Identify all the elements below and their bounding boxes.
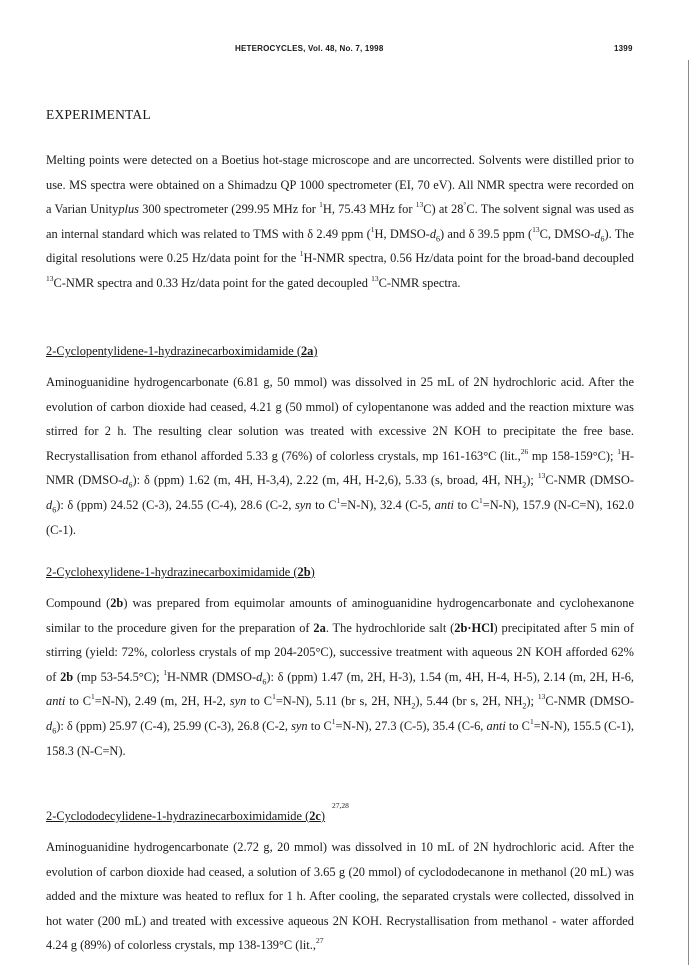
text-run: H-NMR (DMSO-: [167, 669, 257, 684]
text-run: C-NMR spectra and 0.33 Hz/data point for the gated decoupled: [53, 275, 372, 290]
text-run: to C: [311, 497, 337, 512]
superscript: 1: [272, 692, 276, 702]
text-run: );: [526, 694, 538, 709]
compound-label: 2b: [60, 669, 74, 684]
subscript: 2: [522, 480, 527, 490]
text-run: =N-N), 5.11 (br s, 2H, NH: [275, 694, 412, 709]
text-run: =N-N), 155.5 (C-1), 158.3 (N-C=N).: [46, 718, 634, 758]
text-run-italic: d: [46, 718, 53, 733]
compound-heading-2b: [46, 565, 315, 580]
text-run-italic: d: [122, 473, 129, 488]
superscript: 13: [415, 200, 424, 210]
text-run-italic: anti: [46, 694, 66, 709]
paragraph-compound-2a: [46, 370, 634, 542]
text-run: ) was prepared from equimolar amounts of aminoguanidine hydrogencarbonate and cyclohexanone similar to the procedure given for the preparation of: [46, 596, 634, 635]
heading-text: 2-Cyclododecylidene-1-hydrazinecarboximidamide (: [46, 809, 310, 823]
text-run: (mp 53-54.5°C);: [73, 669, 164, 684]
text-run: C, DMSO-: [539, 226, 595, 241]
superscript: 1: [370, 224, 375, 234]
heading-text: 2-Cyclohexylidene-1-hydrazinecarboximidamide (: [46, 565, 298, 579]
paragraph-compound-2b: [46, 591, 634, 763]
subscript: 6: [52, 726, 57, 736]
superscript: °: [463, 200, 467, 210]
text-run: ): δ (ppm) 1.62 (m, 4H, H-3,4), 2.22 (m, 4H, H-2,6), 5.33 (s, broad, 4H, NH: [132, 473, 523, 488]
superscript: 1: [163, 667, 168, 677]
text-run-italic: syn: [294, 497, 312, 512]
subscript: 6: [262, 677, 267, 687]
text-run: Aminoguanidine hydrogencarbonate (6.81 g, 50 mmol) was dissolved in 25 mL of 2N hydrochloric acid. After the evolution of carbon dioxide had ceased, 4.21 g (50 mmol) of cylopentanone was added and the reaction mixture was stirred for 2 h. The resulting clear solution was treated with excessive 2N KOH to precipitate the free base. Recrystallisation from ethanol afforded 5.33 g (76%) of colorless crystals, mp 161-163°C (lit.,: [46, 375, 634, 463]
text-run: to C: [453, 497, 479, 512]
text-run-italic: syn: [291, 718, 308, 733]
compound-label: 2c: [309, 809, 321, 823]
compound-heading-2c: [46, 809, 325, 824]
page-number: 1399: [614, 44, 633, 53]
text-run: to C: [307, 718, 332, 733]
superscript: 1: [529, 716, 534, 726]
superscript: 1: [299, 249, 304, 259]
heading-text: ): [320, 809, 326, 823]
text-run: H-NMR spectra, 0.56 Hz/data point for the broad-band decoupled: [303, 251, 634, 266]
text-run: mp 158-159°C);: [528, 448, 618, 463]
compound-heading-2a: [46, 344, 317, 359]
text-run: );: [526, 473, 538, 488]
text-run: to C: [246, 694, 273, 709]
text-run-italic: d: [429, 226, 437, 241]
superscript: 13: [537, 471, 546, 481]
superscript: 13: [46, 273, 54, 283]
text-run: ) precipitated after 5 min of stirring (yield: 72%, colorless crystals of mp 204-205°C), successive treatment with aqueous 2N KOH afforded 62% of: [46, 620, 634, 684]
journal-page: HETEROCYCLES, Vol. 48, No. 7, 1998 1399 EXPERIMENTAL Melting points were detected on a Boetius hot-stage microscope and are uncorrected. Solvents were distilled prior to use. MS spectra were obtained on a Shimadzu QP 1000 spectrometer (EI, 70 eV). All NMR spectra were recorded on a Varian Unityplus 300 spectrometer (299.95 MHz for $^1$H, 75.43 MHz for $^{13}$C) at 28°C. The solvent signal was used as an internal standard which was related to TMS with δ 2.49 ppm ($^1$H, DMSO-$d_6$) and δ 39.5 ppm ($^{13}$C, DMSO-$d_6$). The digital resolutions were 0.25 Hz/data point for the $^1$H-NMR spectra, 0.56 Hz/data point for the broad-band decoupled $^{13}$C-NMR spectra and 0.33 Hz/data point for the gated decoupled $^{13}$C-NMR spectra. 2-Cyclopentylidene-1-hydrazinecarboximidamide (2a) Aminoguanidine hydrogencarbonate (6.81 g, 50 mmol) was dissolved in 25 mL of 2N hydrochloric acid. After the evolution of carbon dioxide had ceased, 4.21 g (50 mmol) of cylopentanone was added and the reaction mixture was stirred for 2 h. The resulting clear solution was treated with excessive 2N KOH to precipitate the free base. Recrystallisation from ethanol afforded 5.33 g (76%) of colorless crystals, mp 161-163°C (lit.,$^{26}$ mp 158-159°C); $^1$H-NMR $(DMSO-d_6)$: δ (ppm) 1.62 (m, 4H, H-3,4), 2.22 (m, 4H, H-2,6), 5.33 (s, broad, 4H, $NH_2$); $^{13}$C-NMR $(DMSO-d_6)$: δ (ppm) 24.52 (C-3), 24.55 (C-4), 28.6 (C-2, syn to $C^1=N-N$), 32.4 (C-5, anti to $C^1=N-N$), 157.9 (N-C=N), 162.0 (C-1). 2-Cyclohexylidene-1-hydrazinecarboximidamide (2b) Compound (2b) was prepared from equimolar amounts of aminoguanidine hydrogencarbonate and cyclohexanone similar to the procedure given for the preparation of 2a. The hydrochloride salt (2b·HCl) precipitated after 5 min of stirring (yield: 72%, colorless crystals of mp 204-205°C), successive treatment with aqueous 2N KOH afforded 62% of 2b (mp 53-54.5°C); $^1$H-NMR $(DMSO-d_6)$: δ (ppm) 1.47 (m, 2H, H-3), 1.54 (m, 4H, H-4, H-5), 2.14 (m, 2H, H-6, anti to $C^1=N-N$), 2.49 (m, 2H, H-2, syn to $C^1=N-N$), 5.11 (br s, 2H, $NH_2$), 5.44 (br s, 2H, $NH_2$); $^{13}$C-NMR $(DMSO-d_6)$: δ (ppm) 25.97 (C-4), 25.99 (C-3), 26.8 (C-2, syn to $C^1=N-N$), 27.3 (C-5), 35.4 (C-6, anti to $C^1=N-N$), 155.5 (C-1), 158.3 (N-C=N). 2-Cyclododecylidene-1-hydrazinecarboximidamide (2c) 27,28 Aminoguanidine hydrogencarbonate (2.72 g, 20 mmol) was dissolved in 10 mL of 2N hydrochloric acid. After the evolution of carbon dioxide had ceased, a solution of 3.65 g (20 mmol) of cyclododecanone in methanol (20 mL) was added and the mixture was heated to reflux for 1 h. After cooling, the separated crystals were collected, dissolved in hot water (200 mL) and treated with excessive aqueous 2N KOH. Recrystallisation from methanol - water afforded 4.24 g (89%) of colorless crystals, mp 138-139°C (lit.,$^{27}$: [0, 0, 691, 972]
text-run: Compound (: [46, 596, 111, 610]
text-run-italic: d: [46, 497, 53, 512]
text-run: ) and δ 39.5 ppm (: [440, 226, 533, 241]
superscript: 13: [532, 224, 540, 234]
subscript: 2: [411, 701, 416, 711]
superscript: 1: [91, 692, 95, 702]
text-run: 300 spectrometer (299.95 MHz for: [138, 202, 320, 217]
text-run: =N-N), 27.3 (C-5), 35.4 (C-6,: [335, 718, 487, 733]
superscript: 13: [371, 273, 379, 283]
text-run: C-NMR (DMSO-: [545, 473, 635, 488]
text-run: C. The solvent signal was used as an internal standard which was related to TMS with δ 2.49 ppm (: [46, 202, 634, 241]
compound-label: 2b: [297, 565, 311, 579]
text-run: ): δ (ppm) 24.52 (C-3), 24.55 (C-4), 28.6 (C-2,: [56, 497, 295, 512]
right-margin-rule: [688, 60, 689, 965]
heading-text: 2-Cyclopentylidene-1-hydrazinecarboximidamide (: [46, 344, 301, 358]
text-run: ), 5.44 (br s, 2H, NH: [415, 694, 523, 709]
heading-text: ): [310, 565, 315, 579]
compound-label: 2b: [110, 596, 124, 610]
text-run: H, 75.43 MHz for: [322, 202, 416, 217]
superscript: 13: [537, 692, 546, 702]
superscript: 1: [336, 495, 341, 505]
text-run: ). The digital resolutions were 0.25 Hz/data point for the: [46, 226, 634, 266]
subscript: 6: [52, 505, 57, 515]
subscript: 2: [522, 701, 527, 711]
text-run: C-NMR (DMSO-: [545, 694, 634, 709]
text-run: Aminoguanidine hydrogencarbonate (2.72 g, 20 mmol) was dissolved in 10 mL of 2N hydrochloric acid. After the evolution of carbon dioxide had ceased, a solution of 3.65 g (20 mmol) of cyclododecanone in methanol (20 mL) was added and the mixture was heated to reflux for 1 h. After cooling, the separated crystals were collected, dissolved in hot water (200 mL) and treated with excessive aqueous 2N KOH. Recrystallisation from methanol - water afforded 4.24 g (89%) of colorless crystals, mp 138-139°C (lit.,: [46, 840, 634, 953]
superscript: 1: [478, 495, 483, 505]
paragraph-general-methods: [46, 148, 634, 296]
subscript: 6: [436, 234, 441, 244]
text-run: =N-N), 2.49 (m, 2H, H-2,: [94, 694, 230, 709]
text-run: H, DMSO-: [374, 226, 430, 241]
subscript: 6: [128, 480, 133, 490]
text-run: ): δ (ppm) 25.97 (C-4), 25.99 (C-3), 26.8 (C-2,: [56, 718, 292, 733]
text-run: . The hydrochloride salt (: [325, 620, 455, 635]
text-run: =N-N), 157.9 (N-C=N), 162.0 (C-1).: [46, 497, 634, 537]
text-run-italic: syn: [229, 694, 247, 709]
text-run: C-NMR spectra.: [378, 275, 461, 290]
text-run-italic: anti: [486, 718, 506, 733]
paragraph-compound-2c: [46, 835, 634, 958]
compound-label: 2a: [300, 344, 314, 358]
text-run: Melting points were detected on a Boetius hot-stage microscope and are uncorrected. Solvents were distilled prior to use. MS spectra were obtained on a Shimadzu QP 1000 spectrometer (EI, 70 eV). All NMR spectra were recorded on a Varian Unity: [46, 153, 634, 217]
text-run: H-NMR (DMSO-: [46, 448, 635, 488]
text-run: ): δ (ppm) 1.47 (m, 2H, H-3), 1.54 (m, 4H, H-4, H-5), 2.14 (m, 2H, H-6,: [266, 669, 635, 684]
text-run-italic: anti: [434, 497, 454, 512]
compound-label: 2a: [313, 620, 326, 635]
text-run: C) at 28: [423, 202, 464, 217]
superscript: 1: [331, 716, 336, 726]
text-run-italic: d: [594, 226, 601, 241]
section-heading-experimental: EXPERIMENTAL: [46, 107, 151, 122]
text-run: to C: [65, 694, 92, 709]
text-run: =N-N), 32.4 (C-5,: [340, 497, 435, 512]
superscript: 1: [319, 200, 323, 210]
reference-superscript: 26: [520, 446, 529, 456]
heading-text: ): [313, 344, 318, 358]
journal-citation: HETEROCYCLES, Vol. 48, No. 7, 1998: [235, 44, 384, 53]
superscript: 1: [617, 446, 621, 456]
text-run-italic: plus: [118, 202, 139, 217]
text-run-italic: d: [256, 669, 263, 684]
reference-superscript: 27: [315, 936, 324, 946]
subscript: 6: [600, 234, 605, 244]
text-run: to C: [505, 718, 530, 733]
compound-label: 2b·HCl: [454, 620, 494, 635]
